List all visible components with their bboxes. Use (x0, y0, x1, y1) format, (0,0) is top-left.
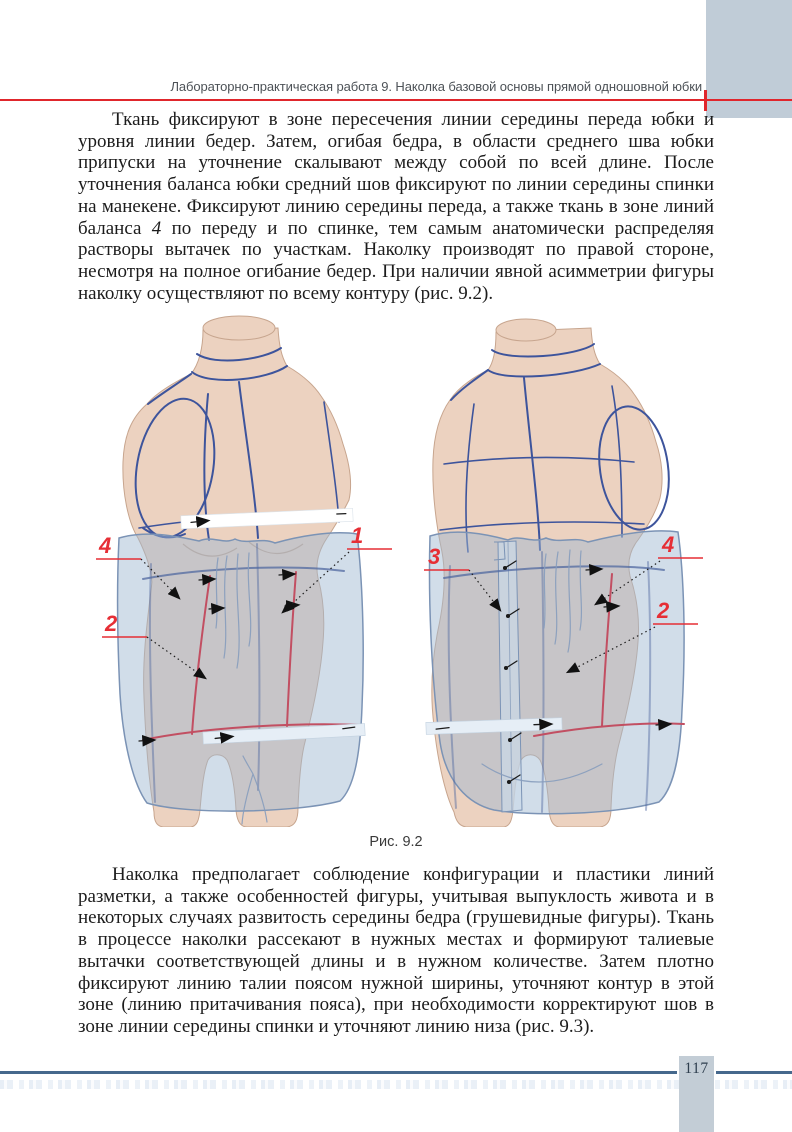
svg-text:1: 1 (351, 523, 364, 548)
mannequin-front-view (96, 316, 392, 827)
header-red-tick (704, 90, 707, 111)
figure-9-2-illustration (86, 312, 706, 827)
header-red-rule (0, 99, 792, 101)
figure-caption: Рис. 9.2 (369, 834, 423, 850)
body-paragraph-2: Наколка предполагает соблюдение конфигурации и пластики линий разметки, а также особенностей фигуры, учитывая выпуклость живота и в некоторых случаях развитость середины бедра (грушевидные фигуры). Ткань в процессе наколки рассекают в нужных местах и формируют талиевые вытачки соответствующей длины и в нужном количестве. Затем плотно фиксируют линию талии поясом нужной ширины, уточняют контур в этой зоне (линию притачивания пояса), при необходимости корректируют шов в зоне линии середины спинки и уточняют линию низа (рис. 9.3). (78, 864, 714, 1037)
footer-rule-right (716, 1071, 792, 1074)
page-number-strip (679, 1056, 714, 1132)
paragraph-1-italic-ref: 4 (151, 217, 162, 239)
paragraph-1-text: Ткань фиксируют в зоне пересечения линии середины переда юбки и уровня линии бедер. Затем, огибая бедра, в области среднего шва юбки припуски на уточнение скалывают между собой по всей длине. После уточнения баланса юбки средний шов фиксируют по линии середины спинки на манекене. Фиксируют линию середины переда, а также ткань в зоне линий баланса (78, 109, 714, 239)
svg-text:4: 4 (662, 532, 675, 557)
watermark-strip (0, 1080, 792, 1089)
svg-text:4: 4 (99, 533, 112, 558)
back-neck-top (496, 319, 556, 341)
mannequin-back-view (424, 319, 703, 827)
paragraph-1-text-cont: по переду и по спинке, тем самым анатомически распределяя растворы вытачек по участкам. Наколку производят по правой стороне, несмотря на полное огибание бедер. При наличии явной асимметрии фигуры наколку осуществляют по всему контуру (рис. 9.2). (78, 217, 715, 304)
figure-9-2 (86, 312, 706, 827)
body-paragraph-1 (78, 109, 714, 304)
svg-text:3: 3 (428, 544, 441, 569)
footer-rule-left (0, 1071, 677, 1074)
front-neck-top (203, 316, 275, 340)
back-skirt-muslin (429, 531, 684, 814)
running-head: Лабораторно-практическая работа 9. Наколка базовой основы прямой одношовной юбки (170, 79, 702, 94)
svg-text:2: 2 (657, 598, 670, 623)
svg-text:2: 2 (105, 611, 118, 636)
page-number: 117 (684, 1060, 709, 1077)
